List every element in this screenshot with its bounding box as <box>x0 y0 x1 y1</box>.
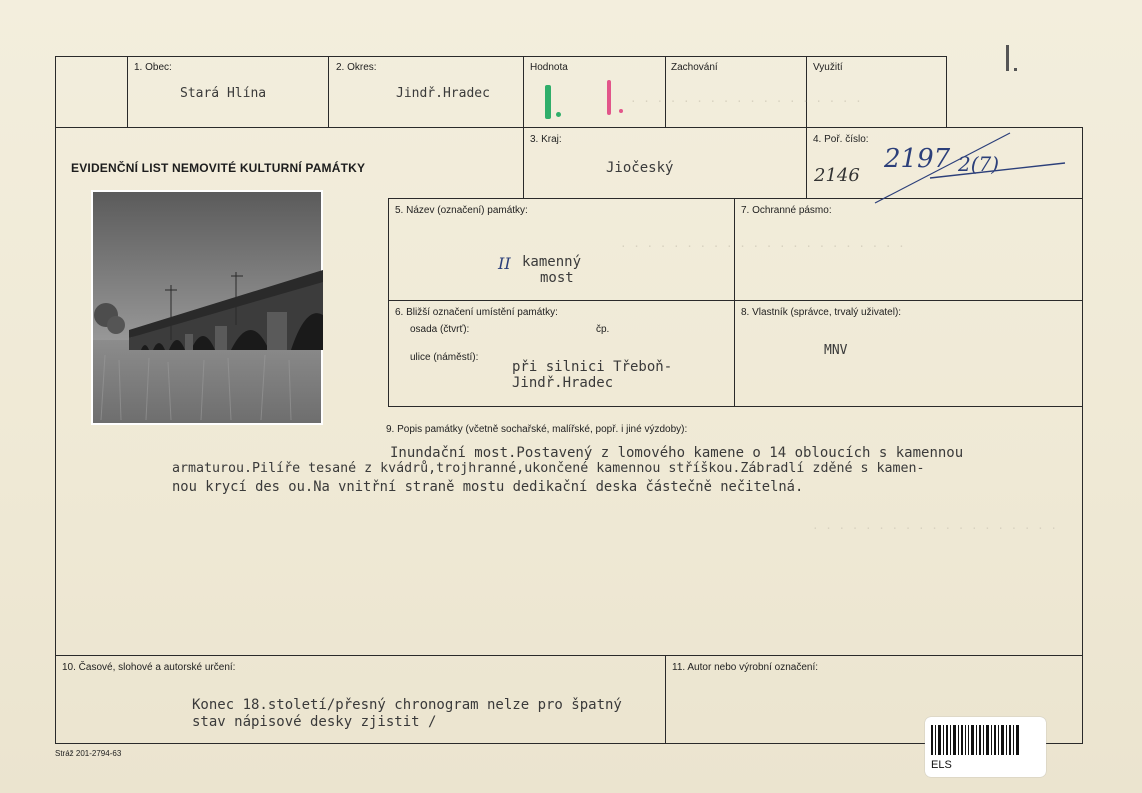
umisteni-line2: Jindř.Hradec <box>512 375 614 391</box>
kraj-label: 3. Kraj: <box>530 134 562 145</box>
okres-value: Jindř.Hradec <box>396 86 490 101</box>
nazev-line1: kamenný <box>522 254 582 270</box>
barcode-bars <box>931 725 1021 755</box>
nazev-prefix: II <box>498 254 511 273</box>
printer-code: Stráž 201-2794-63 <box>55 749 122 758</box>
strike-lines <box>870 128 1070 208</box>
zachovani-dot <box>619 109 623 113</box>
cp-label: čp. <box>596 324 610 335</box>
frame-top-line <box>55 56 946 57</box>
urceni-label: 10. Časové, slohové a autorské určení: <box>62 662 236 673</box>
popis-line1: Inundační most.Postavený z lomového kamene o 14 obloucích s kamennou <box>390 445 964 461</box>
obec-label: 1. Obec: <box>134 62 172 73</box>
zachovani-mark <box>607 80 611 115</box>
autor-label: 11. Autor nebo výrobní označení: <box>672 662 819 673</box>
vyuziti-dot <box>1014 68 1017 71</box>
divider <box>388 198 389 406</box>
urceni-line1: Konec 18.století/přesný chronogram nelze pro špatný <box>192 697 622 713</box>
barcode-sticker <box>925 717 1046 777</box>
barcode-text: ELS <box>931 759 952 771</box>
divider <box>388 406 1082 407</box>
divider <box>127 56 128 128</box>
popis-line2: armaturou.Pilíře tesané z kvádrů,trojhranné,ukončené kamennou stříškou.Zábradlí zděné s kamen- <box>172 461 925 476</box>
osada-label: osada (čtvrť): <box>410 324 470 335</box>
urceni-line2: stav nápisové desky zjistit / <box>192 714 437 730</box>
popis-label: 9. Popis památky (včetně sochařské, malířské, popř. i jiné výzdoby): <box>386 424 688 435</box>
vlastnik-label: 8. Vlastník (správce, trvalý uživatel): <box>741 307 902 318</box>
zachovani-label: Zachování <box>671 62 718 73</box>
vyuziti-mark <box>1006 45 1009 71</box>
umisteni-line1: při silnici Třeboň- <box>512 359 673 375</box>
divider <box>665 655 666 743</box>
hodnota-label: Hodnota <box>530 62 568 73</box>
nazev-label: 5. Název (označení) památky: <box>395 205 528 216</box>
monument-photo <box>91 190 323 425</box>
frame-left-line <box>55 56 56 744</box>
okres-label: 2. Okres: <box>336 62 377 73</box>
divider <box>665 56 666 128</box>
obec-value: Stará Hlína <box>180 86 267 101</box>
form-title: EVIDENČNÍ LIST NEMOVITÉ KULTURNÍ PAMÁTKY <box>71 161 366 175</box>
umisteni-label: 6. Bližší označení umístění památky: <box>395 307 558 318</box>
ulice-label: ulice (náměstí): <box>410 352 479 363</box>
nazev-line2: most <box>540 270 574 286</box>
hodnota-dot <box>556 112 561 117</box>
bleed-through-text: · · · · · · · · · · · · · · · · · · · <box>812 522 1058 535</box>
por-cislo-new: 2197 <box>884 144 951 174</box>
frame-right-line <box>1082 127 1083 744</box>
divider <box>523 56 524 198</box>
divider <box>388 300 1082 301</box>
por-cislo-old: 2146 <box>814 165 860 186</box>
divider <box>734 198 735 406</box>
divider <box>328 56 329 128</box>
vyuziti-label: Využití <box>813 62 843 73</box>
hodnota-mark <box>545 85 551 119</box>
vlastnik-value: MNV <box>824 343 848 358</box>
bleed-through-text: · · · · · · · · · · · · · · · · · · · · · · <box>620 240 905 253</box>
por-cislo-crossed: 2(7) <box>958 152 1000 176</box>
row-10-line <box>55 655 1082 656</box>
bleed-through-text: · · · · · · · · · · · · · · · · · · <box>630 95 862 108</box>
kraj-value: Jiočeský <box>606 160 674 176</box>
popis-line3: nou krycí des ou.Na vnitřní straně mostu dedikační deska částečně nečitelná. <box>172 479 804 495</box>
por-cislo-label: 4. Poř. číslo: <box>813 134 869 145</box>
divider <box>806 56 807 198</box>
ochranne-pasmo-label: 7. Ochranné pásmo: <box>741 205 832 216</box>
frame-topright-line <box>946 56 947 128</box>
